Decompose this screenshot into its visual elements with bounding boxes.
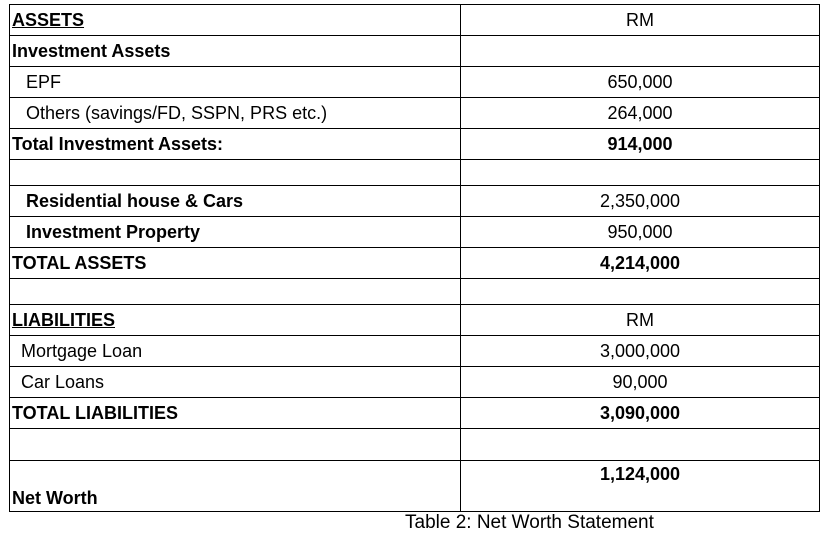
net-worth-value: 1,124,000: [461, 461, 820, 512]
net-worth-statement: [9, 4, 819, 510]
table-row: [10, 5, 820, 36]
others-label: Others (savings/FD, SSPN, PRS etc.): [10, 98, 461, 129]
car-loans-label: Car Loans: [10, 367, 461, 398]
table-row: [10, 248, 820, 279]
table-row: [10, 186, 820, 217]
total-liabilities-value: 3,090,000: [461, 398, 820, 429]
spacer-cell: [10, 160, 461, 186]
table-row: [10, 98, 820, 129]
residential-house-cars-value: 2,350,000: [461, 186, 820, 217]
mortgage-loan-label: Mortgage Loan: [10, 336, 461, 367]
investment-property-label: Investment Property: [10, 217, 461, 248]
epf-value: 650,000: [461, 67, 820, 98]
table-row: [10, 67, 820, 98]
total-assets-label: TOTAL ASSETS: [10, 248, 461, 279]
table-row: [10, 129, 820, 160]
table-row-spacer: [10, 429, 820, 461]
spacer-cell: [10, 279, 461, 305]
spacer-cell: [461, 160, 820, 186]
total-assets-value: 4,214,000: [461, 248, 820, 279]
table-row: [10, 461, 820, 512]
net-worth-table: [9, 4, 820, 512]
liabilities-currency-label: RM: [461, 305, 820, 336]
investment-assets-heading: Investment Assets: [10, 36, 461, 67]
table-caption: Table 2: Net Worth Statement: [405, 512, 654, 533]
total-investment-assets-value: 914,000: [461, 129, 820, 160]
table-row: [10, 305, 820, 336]
residential-house-cars-label: Residential house & Cars: [10, 186, 461, 217]
investment-property-value: 950,000: [461, 217, 820, 248]
table-row: [10, 36, 820, 67]
epf-label: EPF: [10, 67, 461, 98]
assets-heading: ASSETS: [10, 5, 461, 36]
others-value: 264,000: [461, 98, 820, 129]
assets-currency-label: RM: [461, 5, 820, 36]
car-loans-value: 90,000: [461, 367, 820, 398]
table-row-spacer: [10, 279, 820, 305]
spacer-cell: [461, 429, 820, 461]
table-row: [10, 336, 820, 367]
net-worth-label: Net Worth: [10, 461, 461, 512]
table-row: [10, 367, 820, 398]
total-investment-assets-label: Total Investment Assets:: [10, 129, 461, 160]
table-row: [10, 217, 820, 248]
table-row-spacer: [10, 160, 820, 186]
liabilities-heading: LIABILITIES: [10, 305, 461, 336]
spacer-cell: [461, 279, 820, 305]
spacer-cell: [10, 429, 461, 461]
total-liabilities-label: TOTAL LIABILITIES: [10, 398, 461, 429]
mortgage-loan-value: 3,000,000: [461, 336, 820, 367]
table-row: [10, 398, 820, 429]
investment-assets-value: [461, 36, 820, 67]
